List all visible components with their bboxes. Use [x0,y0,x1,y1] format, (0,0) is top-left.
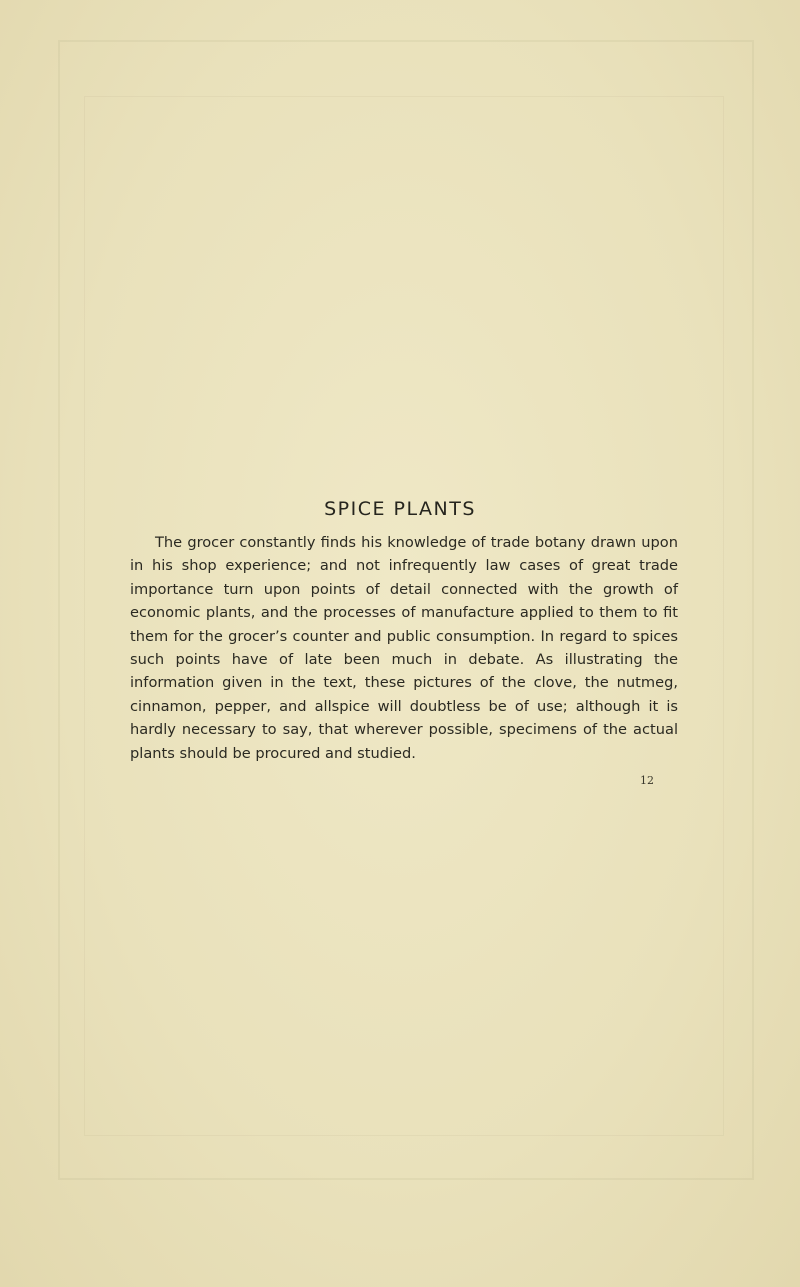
body-paragraph: The grocer constantly finds his knowledge of trade botany drawn upon in his shop experience; and not infrequently law cases of great trade importance turn upon points of detail connected with the growth of economic plants, and the processes of manufacture applied to them to fit them for the grocer’s counter and public consumption. In regard to spices such points have of late been much in debate. As illustrating the information given in the text, these pictures of the clove, the nutmeg, cinnamon, pepper, and allspice will doubtless be of use; although it is hardly necessary to say, that wherever possible, specimens of the actual plants should be procured and studied. [130,534,678,762]
section-heading: SPICE PLANTS [324,498,476,520]
page-number: 12 [640,774,654,787]
